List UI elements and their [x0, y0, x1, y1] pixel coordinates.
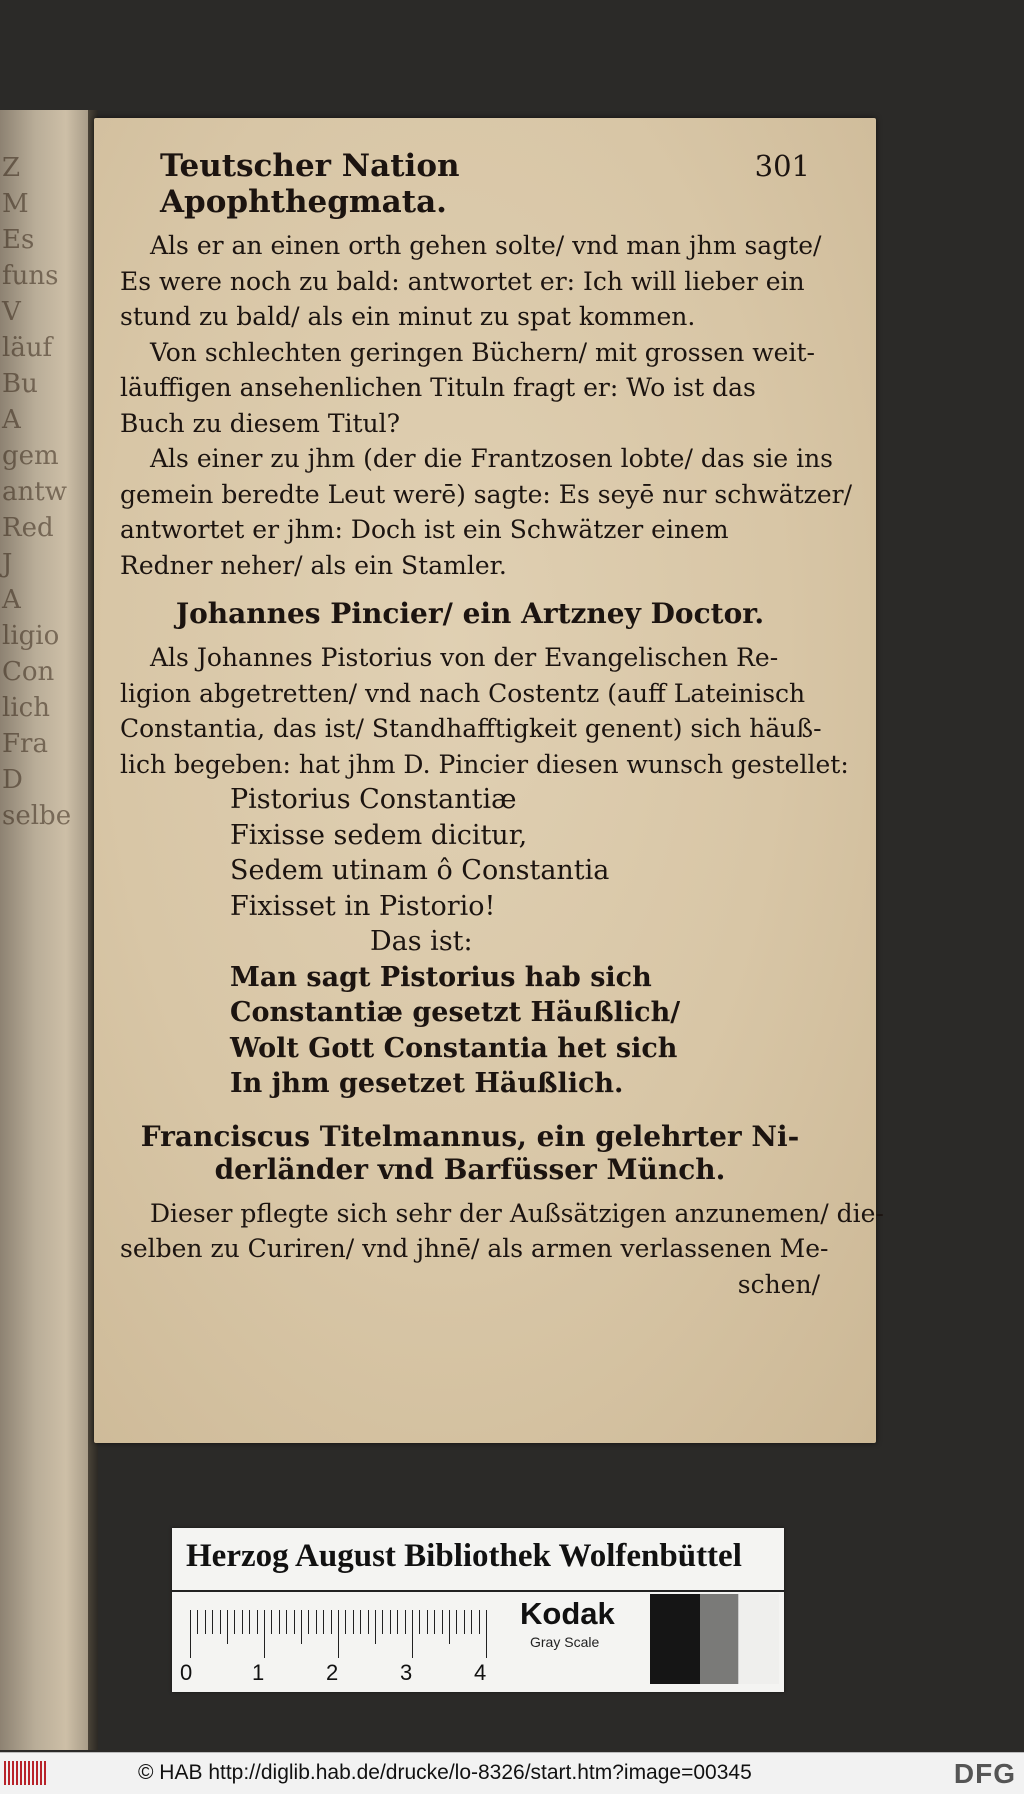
ruler-tick — [286, 1610, 287, 1634]
ruler-tick — [316, 1610, 317, 1634]
text-line: antwortet er jhm: Doch ist ein Schwätzer einem — [120, 515, 729, 544]
ruler-tick — [197, 1610, 198, 1634]
ruler-tick — [412, 1610, 413, 1658]
ruler-tick — [434, 1610, 435, 1634]
ruler-scale — [190, 1610, 498, 1658]
left-page-fragment: Red — [2, 513, 54, 543]
text-line: lich begeben: hat jhm D. Pincier diesen wunsch gestellet: — [120, 749, 849, 779]
text-line: Als einer zu jhm (der die Frantzosen lobte/ das sie ins — [150, 444, 834, 473]
gray-swatch-light — [738, 1594, 779, 1684]
left-page-fragment: Con — [2, 657, 55, 687]
text-line: gemein beredte Leut werē) sagte: Es seyē nur schwätzer/ — [120, 479, 852, 509]
text-line: Es were noch zu bald: antwortet er: Ich will lieber ein — [120, 266, 805, 296]
section-heading-titelmannus — [120, 1120, 820, 1186]
text-line: läuffigen ansehenlichen Tituln fragt er: Wo ist das — [120, 373, 756, 402]
ruler-tick — [353, 1610, 354, 1634]
text-line: Constantia, das ist/ Standhafftigkeit genent) sich häuß- — [120, 714, 822, 743]
left-page-fragment: D — [2, 765, 23, 795]
ruler-tick — [294, 1610, 295, 1634]
paragraph-1 — [120, 228, 820, 335]
ruler-tick — [390, 1610, 391, 1634]
left-page-fragment: antw — [2, 477, 67, 507]
ruler-tick — [205, 1610, 206, 1634]
gray-swatch-mid — [700, 1594, 738, 1684]
section-heading-pincier: Johannes Pincier/ ein Artzney Doctor. — [175, 597, 765, 630]
ruler-tick — [301, 1610, 302, 1644]
ruler-tick — [331, 1610, 332, 1634]
ruler-tick — [345, 1610, 346, 1634]
hab-barcode-icon — [4, 1761, 46, 1785]
ruler-tick — [227, 1610, 228, 1644]
ruler-label: 0 — [180, 1660, 193, 1685]
left-page-fragment: A — [2, 585, 21, 615]
ruler-tick — [212, 1610, 213, 1634]
heading-line: derländer vnd Barfüsser Münch. — [214, 1152, 726, 1186]
ruler-tick — [190, 1610, 191, 1658]
latin-verse — [120, 782, 820, 960]
ruler-tick — [464, 1610, 465, 1634]
gray-scale-label: Gray Scale — [530, 1634, 600, 1650]
paragraph-5 — [120, 1196, 884, 1303]
text-line: selben zu Curiren/ vnd jhnē/ als armen verlassenen Me- — [120, 1234, 829, 1263]
text-line: Als Johannes Pistorius von der Evangelischen Re- — [150, 643, 779, 672]
text-line: ligion abgetretten/ vnd nach Costentz (auff Lateinisch — [120, 678, 806, 708]
ruler-tick — [323, 1610, 324, 1634]
running-head — [160, 148, 810, 220]
left-page-fragment: Bu — [2, 369, 38, 399]
library-name: Herzog August Bibliothek Wolfenbüttel — [186, 1538, 742, 1574]
ruler-tick — [471, 1610, 472, 1634]
heading-line: Franciscus Titelmannus, ein gelehrter Ni- — [140, 1119, 800, 1153]
book-page — [94, 118, 884, 1443]
ruler-tick — [419, 1610, 420, 1634]
verse-line: Pistorius Constantiæ — [230, 784, 517, 815]
ruler-tick — [242, 1610, 243, 1634]
ruler-tick — [375, 1610, 376, 1644]
ruler-tick — [338, 1610, 339, 1658]
dfg-logo: DFG — [953, 1758, 1016, 1789]
left-page-fragment: läuf — [2, 333, 53, 363]
ruler-tick — [220, 1610, 221, 1634]
ruler-tick — [405, 1610, 406, 1634]
verse-line: In jhm gesetzet Häußlich. — [230, 1068, 624, 1099]
ruler-tick — [456, 1610, 457, 1634]
paragraph-2 — [120, 335, 820, 442]
ruler-tick — [486, 1610, 487, 1658]
ruler-tick — [449, 1610, 450, 1644]
left-page-fragment: J — [2, 549, 13, 579]
ruler-labels — [180, 1660, 520, 1688]
left-page-fragment: Es — [2, 225, 35, 255]
ruler-label: 4 — [474, 1660, 487, 1685]
color-scale-target — [172, 1528, 784, 1692]
target-divider — [172, 1590, 784, 1592]
verse-line: Sedem utinam ô Constantia — [230, 855, 610, 886]
left-page-fragment: ligio — [2, 621, 60, 651]
text-line: Dieser pflegte sich sehr der Außsätzigen anzunemen/ die- — [150, 1198, 884, 1228]
ruler-tick — [427, 1610, 428, 1634]
verse-line: Fixisset in Pistorio! — [230, 890, 496, 922]
ruler-tick — [271, 1610, 272, 1634]
text-line: Redner neher/ als ein Stamler. — [120, 550, 507, 580]
ruler-tick — [257, 1610, 258, 1634]
kodak-logo: Kodak — [520, 1596, 615, 1631]
gray-swatch-dark — [650, 1594, 700, 1684]
ruler-tick — [234, 1610, 235, 1634]
ruler-tick — [308, 1610, 309, 1634]
left-page-fragment: lich — [2, 693, 50, 723]
running-head-title: Teutscher Nation Apophthegmata. — [160, 148, 460, 220]
ruler-label: 2 — [326, 1660, 339, 1685]
catchword: schen/ — [737, 1269, 820, 1299]
paragraph-4 — [120, 640, 849, 782]
text-line: Von schlechten geringen Büchern/ mit grossen weit- — [150, 337, 815, 367]
left-page-text-fragments — [0, 150, 88, 834]
ruler-tick — [360, 1610, 361, 1634]
left-page-fragment: selbe — [2, 801, 72, 831]
das-ist-label: Das ist: — [370, 926, 473, 957]
ruler-tick — [479, 1610, 480, 1634]
left-page-fragment: gem — [2, 441, 59, 471]
ruler-tick — [264, 1610, 265, 1658]
ruler-tick — [397, 1610, 398, 1634]
text-line: stund zu bald/ als ein minut zu spat kommen. — [120, 302, 696, 331]
paragraph-3 — [120, 441, 852, 583]
footer-bar — [0, 1752, 1024, 1794]
page-text — [120, 148, 884, 1302]
ruler-tick — [279, 1610, 280, 1634]
verse-line: Fixisse sedem dicitur, — [230, 819, 528, 851]
left-page-fragment: V — [2, 297, 21, 327]
verse-line: Constantiæ gesetzt Häußlich/ — [230, 997, 681, 1028]
verse-line: Man sagt Pistorius hab sich — [230, 961, 652, 993]
text-line: Buch zu diesem Titul? — [120, 408, 401, 438]
text-line: Als er an einen orth gehen solte/ vnd man jhm sagte/ — [150, 231, 822, 260]
left-page-fragment: M — [2, 189, 29, 219]
left-page-fragment: Fra — [2, 729, 48, 759]
ruler-tick — [382, 1610, 383, 1634]
left-page-fragment: A — [2, 405, 21, 435]
ruler-tick — [368, 1610, 369, 1634]
ruler-label: 1 — [252, 1660, 265, 1685]
left-page-fragment: funs — [2, 261, 59, 291]
ruler-tick — [249, 1610, 250, 1634]
ruler-label: 3 — [400, 1660, 413, 1685]
adjacent-left-page — [0, 110, 88, 1750]
page-number: 301 — [754, 149, 810, 183]
ruler-tick — [442, 1610, 443, 1634]
copyright-url[interactable]: © HAB http://diglib.hab.de/drucke/lo-8326/start.htm?image=00345 — [138, 1761, 752, 1784]
left-page-fragment: Z — [2, 153, 21, 183]
german-verse — [120, 960, 820, 1102]
verse-line: Wolt Gott Constantia het sich — [230, 1032, 678, 1064]
